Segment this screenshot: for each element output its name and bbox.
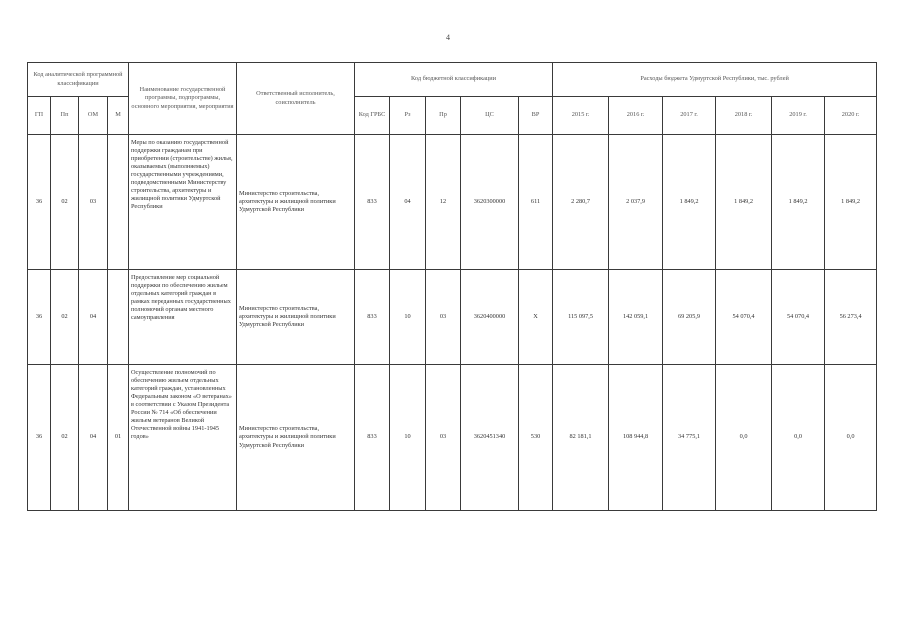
cell-rz: 04 bbox=[390, 135, 426, 270]
header-year-2017: 2017 г. bbox=[663, 97, 716, 135]
cell-gp: 36 bbox=[28, 365, 51, 511]
cell-2017: 1 849,2 bbox=[663, 135, 716, 270]
header-year-2016: 2016 г. bbox=[609, 97, 663, 135]
header-year-2015: 2015 г. bbox=[553, 97, 609, 135]
cell-2018: 0,0 bbox=[716, 365, 772, 511]
header-executor: Ответственный исполнитель, соисполнитель bbox=[237, 63, 355, 135]
header-col-cs: ЦС bbox=[461, 97, 519, 135]
cell-2015: 2 280,7 bbox=[553, 135, 609, 270]
cell-cs: 3620400000 bbox=[461, 270, 519, 365]
header-year-2018: 2018 г. bbox=[716, 97, 772, 135]
cell-2017: 34 775,1 bbox=[663, 365, 716, 511]
cell-om: 04 bbox=[79, 365, 108, 511]
header-row-top bbox=[28, 63, 877, 97]
cell-pp: 02 bbox=[51, 365, 79, 511]
cell-2020: 0,0 bbox=[825, 365, 877, 511]
cell-2018: 1 849,2 bbox=[716, 135, 772, 270]
cell-gp: 36 bbox=[28, 270, 51, 365]
cell-2015: 115 097,5 bbox=[553, 270, 609, 365]
header-code-group: Код аналитической программной классификации bbox=[28, 63, 129, 97]
table-row bbox=[28, 270, 877, 365]
cell-pr: 12 bbox=[426, 135, 461, 270]
cell-name: Меры по оказанию государственной поддержки гражданам при приобретении (строительстве) жилья, оказываемых (выполняемых) государственными учреждениями, подведомственными Министерству строительства, архитектуры и жилищной политики Удмуртской Республики bbox=[129, 135, 237, 270]
header-col-rz: Рз bbox=[390, 97, 426, 135]
cell-2019: 54 070,4 bbox=[772, 270, 825, 365]
cell-grbs: 833 bbox=[355, 365, 390, 511]
cell-2019: 1 849,2 bbox=[772, 135, 825, 270]
cell-2017: 69 205,9 bbox=[663, 270, 716, 365]
header-budget-group: Код бюджетной классификации bbox=[355, 63, 553, 97]
cell-cs: 3620451340 bbox=[461, 365, 519, 511]
cell-grbs: 833 bbox=[355, 270, 390, 365]
cell-2018: 54 070,4 bbox=[716, 270, 772, 365]
cell-cs: 3620300000 bbox=[461, 135, 519, 270]
header-col-om: ОМ bbox=[79, 97, 108, 135]
header-col-vr: ВР bbox=[519, 97, 553, 135]
header-col-pr: Пр bbox=[426, 97, 461, 135]
cell-2016: 2 037,9 bbox=[609, 135, 663, 270]
cell-executor: Министерство строительства, архитектуры и жилищной политики Удмуртской Республики bbox=[237, 135, 355, 270]
cell-m bbox=[108, 135, 129, 270]
table-row bbox=[28, 365, 877, 511]
cell-2020: 56 273,4 bbox=[825, 270, 877, 365]
cell-gp: 36 bbox=[28, 135, 51, 270]
cell-2015: 82 181,1 bbox=[553, 365, 609, 511]
cell-rz: 10 bbox=[390, 270, 426, 365]
cell-om: 03 bbox=[79, 135, 108, 270]
cell-pp: 02 bbox=[51, 135, 79, 270]
cell-m bbox=[108, 270, 129, 365]
cell-m: 01 bbox=[108, 365, 129, 511]
cell-name: Предоставление мер социальной поддержки по обеспечению жильем отдельных категорий граждан в рамках переданных государственных полномочий органам местного самоуправления bbox=[129, 270, 237, 365]
cell-executor: Министерство строительства, архитектуры и жилищной политики Удмуртской Республики bbox=[237, 270, 355, 365]
budget-table bbox=[27, 62, 877, 511]
cell-vr: Х bbox=[519, 270, 553, 365]
cell-om: 04 bbox=[79, 270, 108, 365]
cell-name: Осуществление полномочий по обеспечению жильем отдельных категорий граждан, установленных Федеральным законом «О ветеранах» в соответствии с Указом Президента России № 714 «Об обеспечении жильем ветеранов Великой Отечественной войны 1941-1945 годов» bbox=[129, 365, 237, 511]
page-number: 4 bbox=[446, 33, 450, 42]
cell-2016: 108 944,8 bbox=[609, 365, 663, 511]
cell-executor: Министерство строительства, архитектуры и жилищной политики Удмуртской Республики bbox=[237, 365, 355, 511]
header-col-gp: ГП bbox=[28, 97, 51, 135]
header-col-m: М bbox=[108, 97, 129, 135]
header-year-2020: 2020 г. bbox=[825, 97, 877, 135]
cell-vr: 530 bbox=[519, 365, 553, 511]
cell-2019: 0,0 bbox=[772, 365, 825, 511]
header-year-2019: 2019 г. bbox=[772, 97, 825, 135]
cell-grbs: 833 bbox=[355, 135, 390, 270]
cell-pp: 02 bbox=[51, 270, 79, 365]
cell-rz: 10 bbox=[390, 365, 426, 511]
table-row bbox=[28, 135, 877, 270]
header-expense-group: Расходы бюджета Удмуртской Республики, тыс. рублей bbox=[553, 63, 877, 97]
cell-2020: 1 849,2 bbox=[825, 135, 877, 270]
cell-2016: 142 059,1 bbox=[609, 270, 663, 365]
header-col-grbs: Код ГРБС bbox=[355, 97, 390, 135]
header-name: Наименование государственной программы, подпрограммы, основного мероприятия, мероприятия bbox=[129, 63, 237, 135]
cell-vr: 611 bbox=[519, 135, 553, 270]
header-col-pp: Пп bbox=[51, 97, 79, 135]
cell-pr: 03 bbox=[426, 270, 461, 365]
cell-pr: 03 bbox=[426, 365, 461, 511]
